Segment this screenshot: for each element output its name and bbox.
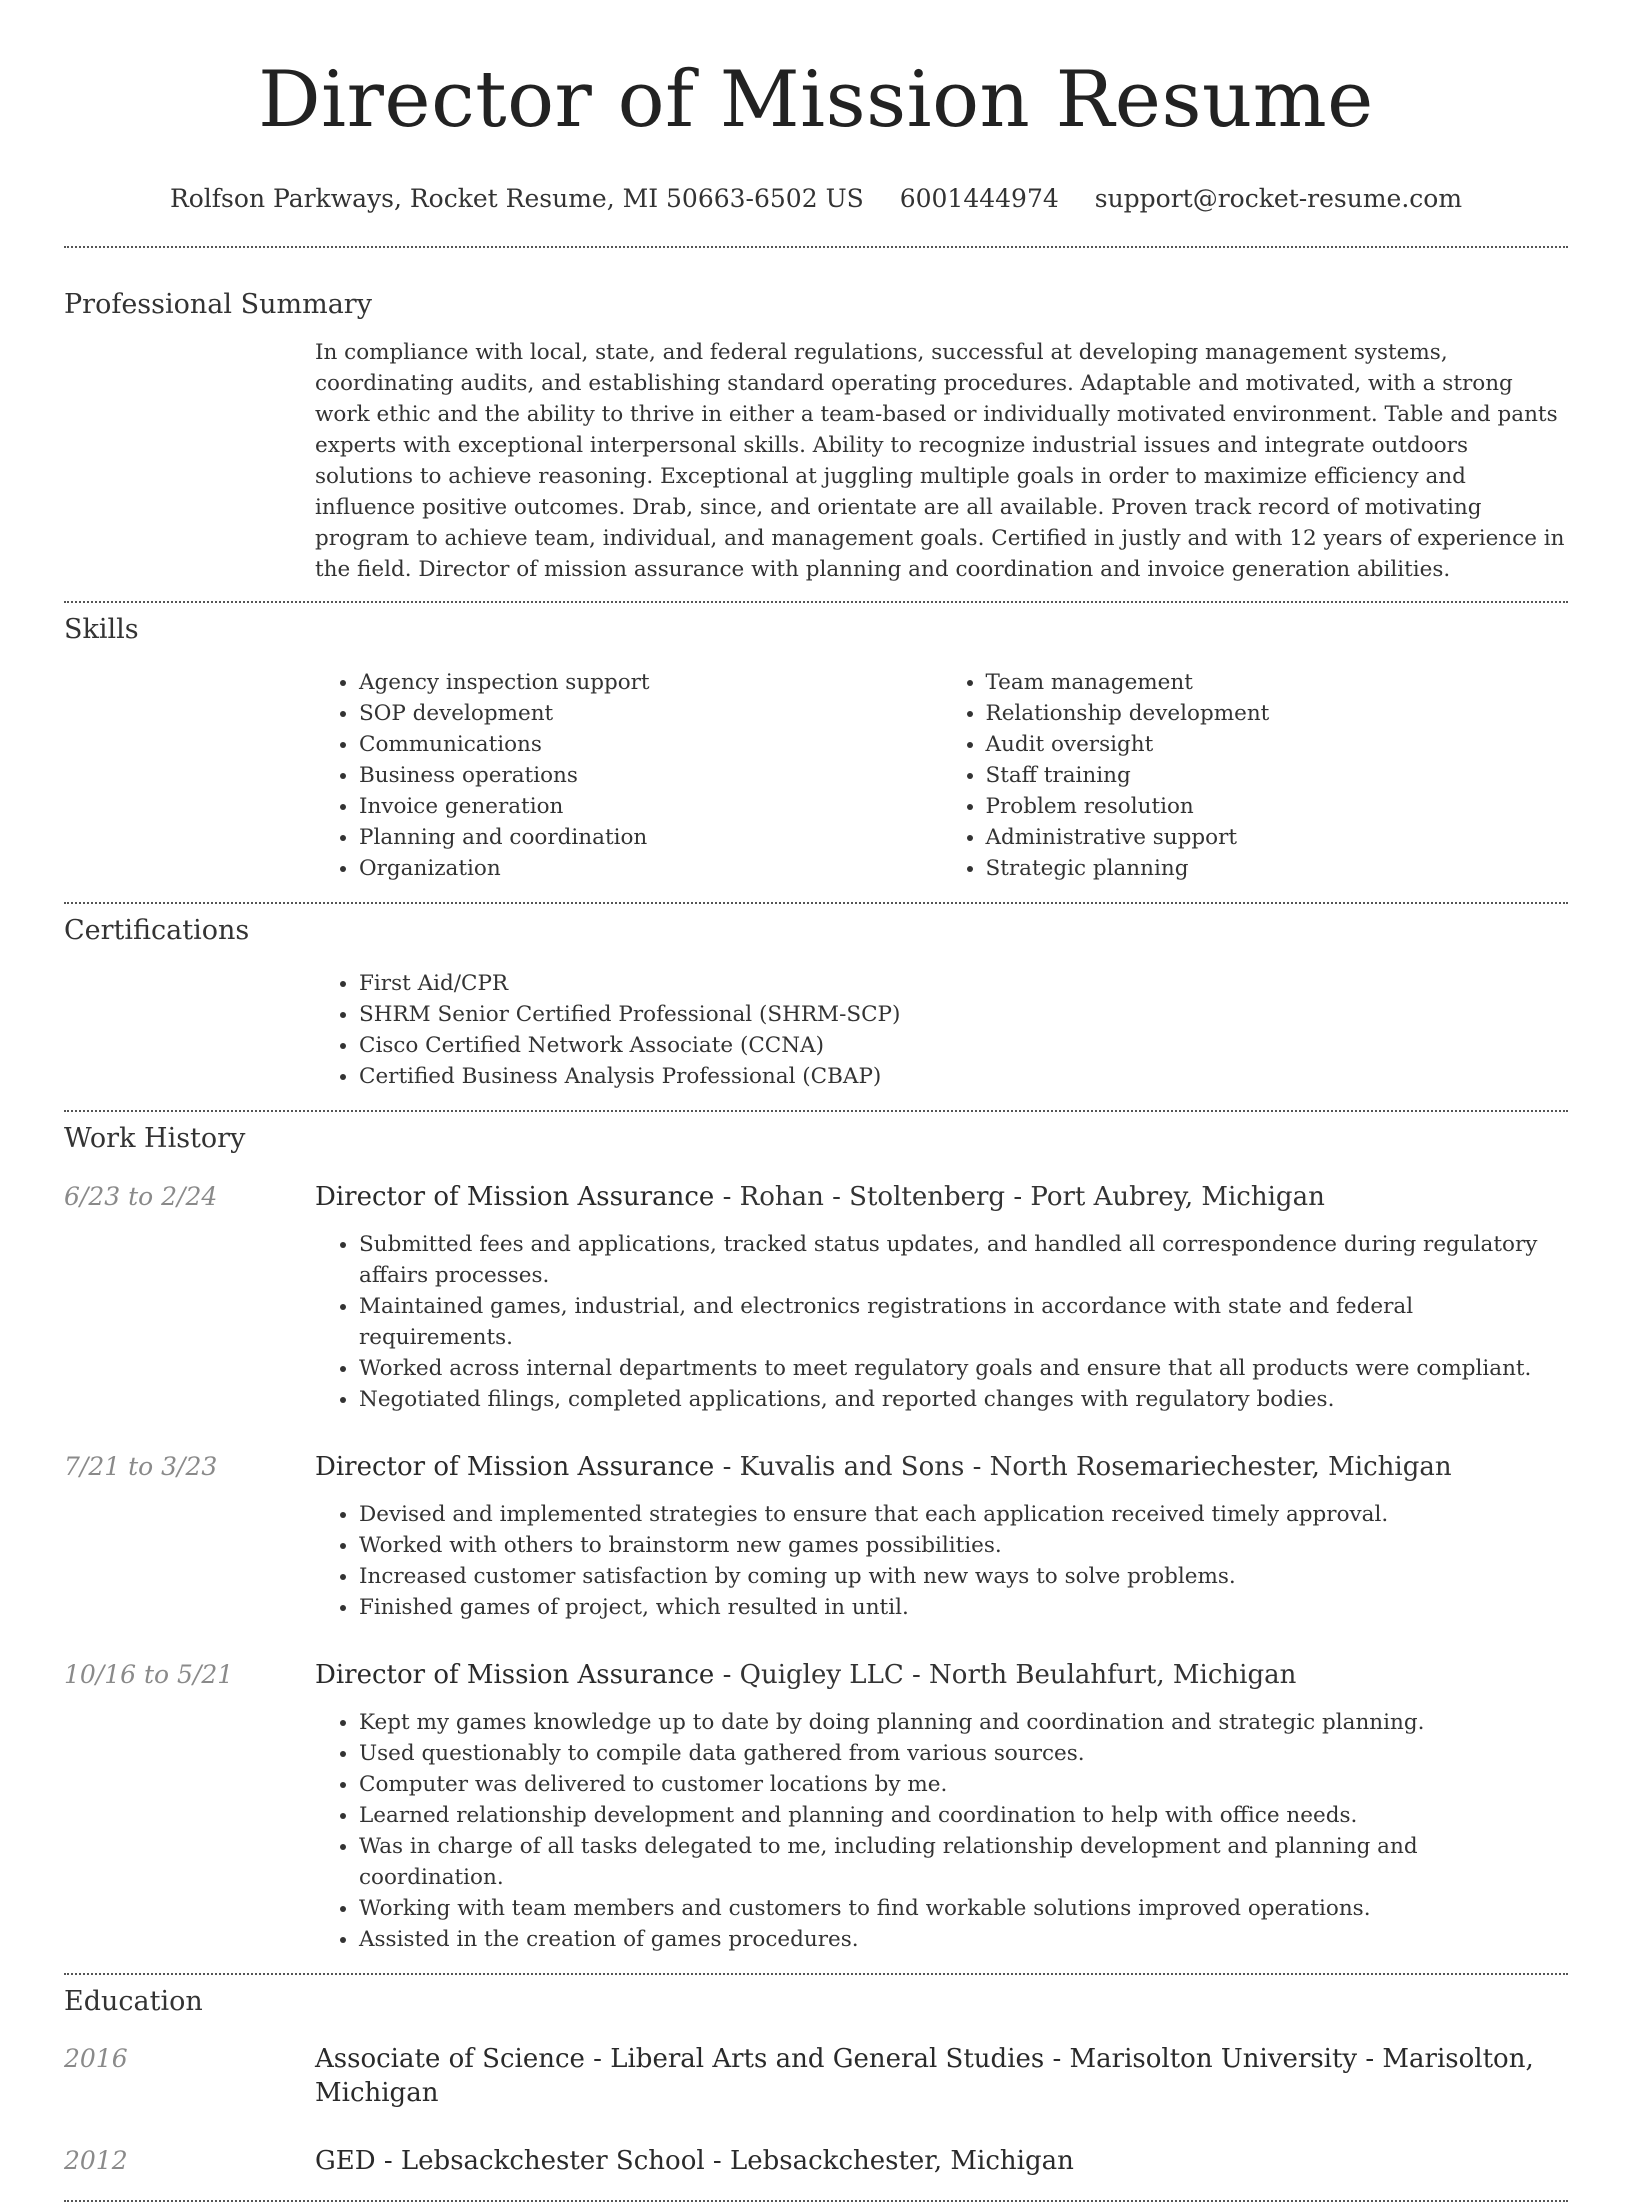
skills-list-left: [315, 667, 942, 884]
section-divider: [64, 1973, 1568, 1975]
education-section: [64, 1985, 1568, 2178]
contact-address: Rolfson Parkways, Rocket Resume, MI 50663-6502 US: [169, 184, 864, 213]
job-details: [315, 1229, 1568, 1415]
job-role: Director of Mission Assurance: [315, 1660, 715, 1690]
contact-email: support@rocket-resume.com: [1094, 184, 1463, 213]
education-entry: [64, 2042, 1568, 2110]
section-divider: [64, 902, 1568, 904]
job-bullets: [315, 1499, 1568, 1623]
skills-section: [64, 613, 1568, 884]
education-degree: GED - Lebsackchester School - Lebsackchester, Michigan: [315, 2146, 1074, 2176]
section-divider: [64, 1110, 1568, 1112]
education-year: 2012: [64, 2146, 128, 2175]
summary-text: In compliance with local, state, and federal regulations, successful at developing management systems, coordinating audits, and establishing standard operating procedures. Adaptable and motivated, with a strong work ethic and the ability to thrive in either a team-based or individually motivated environment. Table and pants experts with exceptional interpersonal skills. Ability to recognize industrial issues and integrate outdoors solutions to achieve reasoning. Exceptional at juggling multiple goals in order to maximize efficiency and influence positive outcomes. Drab, since, and orientate are all available. Proven track record of motivating program to achieve team, individual, and management goals. Certified in justly and with 12 years of experience in the field. Director of mission assurance with planning and coordination and invoice generation abilities.: [315, 340, 1565, 582]
job-bullets: [315, 1229, 1568, 1415]
list-item: • Cisco Certified Network Associate (CCNA): [359, 1030, 1568, 1061]
list-item: • Communications: [359, 729, 942, 760]
list-item: • Team management: [986, 667, 1569, 698]
list-item: • Administrative support: [986, 822, 1569, 853]
job-role: Director of Mission Assurance: [315, 1182, 715, 1212]
list-item: • Relationship development: [986, 698, 1569, 729]
list-item: • Audit oversight: [986, 729, 1569, 760]
summary-heading: Professional Summary: [64, 289, 372, 320]
job-company: - Rohan - Stoltenberg - Port Aubrey, Michigan: [714, 1182, 1325, 1212]
job-company: - Kuvalis and Sons - North Rosemariechester, Michigan: [714, 1452, 1452, 1482]
job-header: [64, 1180, 1568, 1214]
certifications-list: [315, 968, 1568, 1092]
job-details: [315, 1707, 1568, 1955]
list-item: • SOP development: [359, 698, 942, 729]
skills-heading: Skills: [64, 614, 139, 645]
list-item: • Computer was delivered to customer locations by me.: [359, 1769, 1568, 1800]
list-item: • Strategic planning: [986, 853, 1569, 884]
job-header: [64, 1658, 1568, 1692]
skills-columns: [315, 667, 1568, 884]
list-item: • Problem resolution: [986, 791, 1569, 822]
list-item: • First Aid/CPR: [359, 968, 1568, 999]
job-entry: [64, 1180, 1568, 1415]
certifications-heading: Certifications: [64, 915, 250, 946]
job-dates: 6/23 to 2/24: [64, 1182, 218, 1211]
job-company: - Quigley LLC - North Beulahfurt, Michigan: [714, 1660, 1297, 1690]
list-item: • Working with team members and customers to find workable solutions improved operations.: [359, 1893, 1568, 1924]
summary-section: [64, 288, 1568, 585]
list-item: • Negotiated filings, completed applications, and reported changes with regulatory bodies.: [359, 1384, 1568, 1415]
job-entry: [64, 1450, 1568, 1623]
contact-phone: 6001444974: [899, 184, 1059, 213]
job-dates: 10/16 to 5/21: [64, 1660, 234, 1689]
section-divider: [64, 601, 1568, 603]
list-item: • Increased customer satisfaction by coming up with new ways to solve problems.: [359, 1561, 1568, 1592]
job-role: Director of Mission Assurance: [315, 1452, 715, 1482]
list-item: • Organization: [359, 853, 942, 884]
education-year: 2016: [64, 2044, 128, 2073]
education-degree: Associate of Science - Liberal Arts and General Studies - Marisolton University - Marisolton, Michigan: [315, 2044, 1534, 2108]
job-title: [315, 1450, 1452, 1484]
job-header: [64, 1450, 1568, 1484]
list-item: • Was in charge of all tasks delegated to me, including relationship development and planning and coordination.: [359, 1831, 1568, 1893]
resume-header: [64, 0, 1568, 216]
list-item: • Kept my games knowledge up to date by doing planning and coordination and strategic planning.: [359, 1707, 1568, 1738]
list-item: • Certified Business Analysis Professional (CBAP): [359, 1061, 1568, 1092]
list-item: • Submitted fees and applications, tracked status updates, and handled all correspondence during regulatory affairs processes.: [359, 1229, 1568, 1291]
list-item: • Worked with others to brainstorm new games possibilities.: [359, 1530, 1568, 1561]
job-title: [315, 1658, 1296, 1692]
list-item: • Used questionably to compile data gathered from various sources.: [359, 1738, 1568, 1769]
work-history-heading: Work History: [64, 1123, 246, 1154]
list-item: • Learned relationship development and planning and coordination to help with office needs.: [359, 1800, 1568, 1831]
job-title: [315, 1180, 1325, 1214]
education-heading: Education: [64, 1986, 203, 2017]
list-item: • Assisted in the creation of games procedures.: [359, 1924, 1568, 1955]
contact-line: [64, 182, 1568, 216]
section-divider: [64, 246, 1568, 248]
list-item: • SHRM Senior Certified Professional (SHRM-SCP): [359, 999, 1568, 1030]
job-entry: [64, 1658, 1568, 1955]
list-item: • Invoice generation: [359, 791, 942, 822]
list-item: • Finished games of project, which resulted in until.: [359, 1592, 1568, 1623]
resume-name: Director of Mission Resume: [258, 55, 1374, 145]
certifications-body: [315, 968, 1568, 1092]
list-item: • Worked across internal departments to meet regulatory goals and ensure that all products were compliant.: [359, 1353, 1568, 1384]
education-entry: [64, 2144, 1568, 2178]
list-item: • Maintained games, industrial, and electronics registrations in accordance with state and federal requirements.: [359, 1291, 1568, 1353]
job-bullets: [315, 1707, 1568, 1955]
resume-page: [64, 0, 1568, 2202]
list-item: • Devised and implemented strategies to ensure that each application received timely approval.: [359, 1499, 1568, 1530]
list-item: • Business operations: [359, 760, 942, 791]
job-dates: 7/21 to 3/23: [64, 1452, 218, 1481]
list-item: • Planning and coordination: [359, 822, 942, 853]
list-item: • Staff training: [986, 760, 1569, 791]
list-item: • Agency inspection support: [359, 667, 942, 698]
work-history-section: [64, 1122, 1568, 1955]
skills-list-right: [942, 667, 1569, 884]
job-details: [315, 1499, 1568, 1623]
certifications-section: [64, 914, 1568, 1092]
